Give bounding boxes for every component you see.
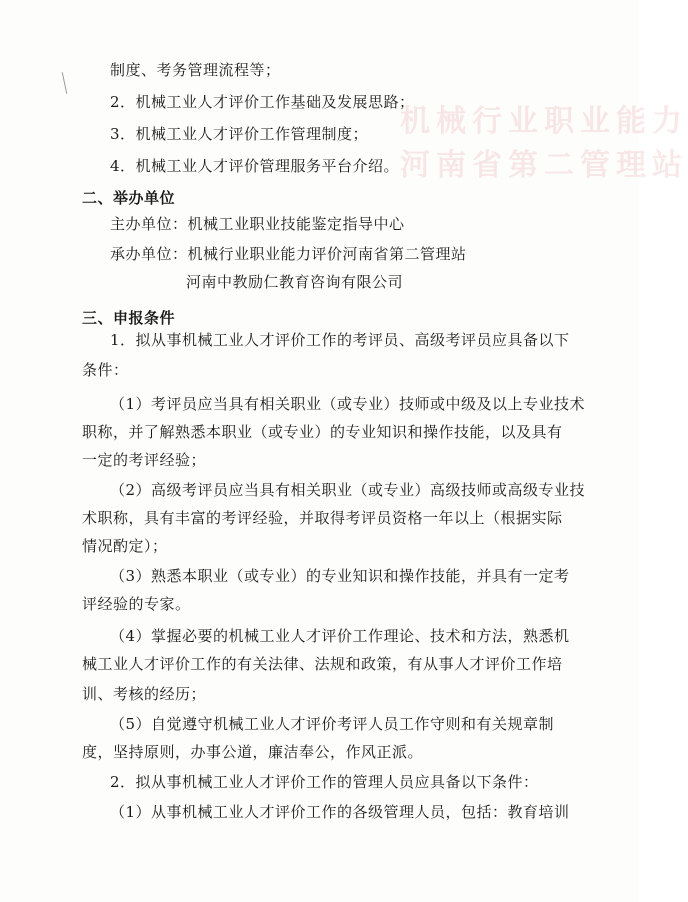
text-line: （1）考评员应当具有相关职业（或专业）技师或中级及以上专业技术 <box>110 395 586 413</box>
text-line: 2．拟从事机械工业人才评价工作的管理人员应具备以下条件： <box>110 773 539 791</box>
text-line: 术职称，具有丰富的考评经验，并取得考评员资格一年以上（根据实际 <box>82 509 563 527</box>
bleed-line: 河南省第二管理站 <box>400 148 688 183</box>
text-line: 一定的考评经验； <box>82 451 207 469</box>
text-line: 1．拟从事机械工业人才评价工作的考评员、高级考评员应具备以下 <box>110 331 570 349</box>
text-line: 条件： <box>82 361 129 379</box>
section-heading: 二、举办单位 <box>82 189 176 207</box>
text-line: （4）掌握必要的机械工业人才评价工作理论、技术和方法，熟悉机 <box>110 627 570 645</box>
text-line: 度，坚持原则，办事公道，廉洁奉公，作风正派。 <box>82 743 424 761</box>
margin-mark <box>62 72 68 94</box>
text-line: 制度、考务管理流程等； <box>110 61 281 79</box>
text-line: 河南中教励仁教育咨询有限公司 <box>186 273 404 291</box>
text-line: 承办单位：机械行业职业能力评价河南省第二管理站 <box>110 245 467 263</box>
text-line: 训、考核的经历； <box>82 685 207 703</box>
text-line: （1）从事机械工业人才评价工作的各级管理人员，包括：教育培训 <box>110 803 570 821</box>
text-line: 职称，并了解熟悉本职业（或专业）的专业知识和操作技能，以及具有 <box>82 423 563 441</box>
bleed-through-text <box>400 100 688 210</box>
text-line: 械工业人才评价工作的有关法律、法规和政策，有从事人才评价工作培 <box>82 655 563 673</box>
text-line: 4．机械工业人才评价管理服务平台介绍。 <box>110 157 400 175</box>
text-line: （3）熟悉本职业（或专业）的专业知识和操作技能，并具有一定考 <box>110 567 570 585</box>
text-line: 3．机械工业人才评价工作管理制度； <box>110 125 369 143</box>
text-line: 情况酌定）； <box>82 537 168 555</box>
section-heading: 三、申报条件 <box>82 309 176 327</box>
text-line: 评经验的专家。 <box>82 595 191 613</box>
text-line: 主办单位：机械工业职业技能鉴定指导中心 <box>110 215 405 233</box>
text-line: （5）自觉遵守机械工业人才评价考评人员工作守则和有关规章制 <box>110 715 555 733</box>
bleed-line: 机械行业职业能力 <box>400 104 688 139</box>
text-line: 2．机械工业人才评价工作基础及发展思路； <box>110 93 415 111</box>
text-line: （2）高级考评员应当具有相关职业（或专业）高级技师或高级专业技 <box>110 481 586 499</box>
